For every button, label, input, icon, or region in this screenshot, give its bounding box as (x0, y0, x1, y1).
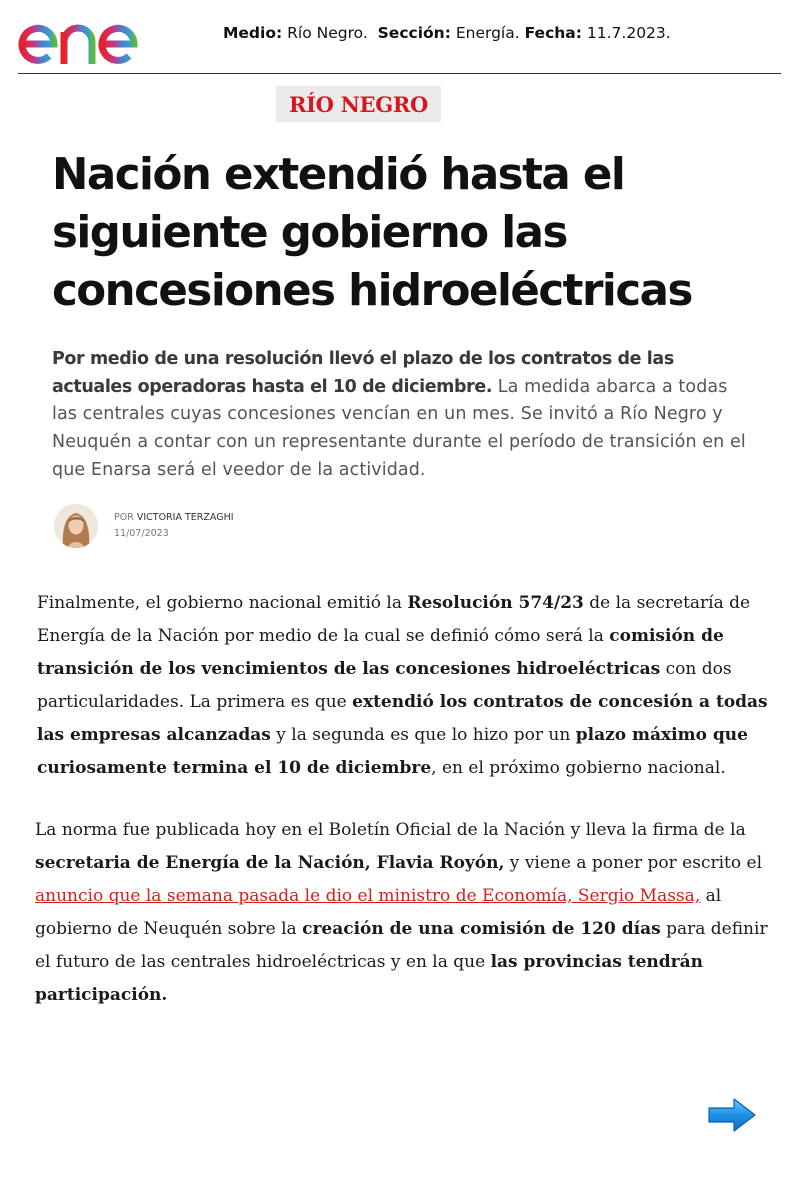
enel-logo (16, 4, 184, 68)
p1-bold: extendió los contratos de concesión a todas las empresas alcanzadas (37, 692, 768, 745)
article-date: 11/07/2023 (114, 528, 169, 539)
author-avatar (54, 504, 98, 548)
newspaper-masthead (276, 86, 441, 122)
lead-highlight: Por medio de una resolución llevó el plazo de los contratos de las actuales operadoras hasta el 10 de diciembre. (52, 349, 674, 397)
p2-bold: creación de una comisión de 120 días (302, 919, 661, 939)
document-header (0, 0, 800, 76)
next-page-arrow-icon[interactable] (706, 1096, 758, 1134)
byline-prefix: POR (114, 512, 134, 523)
p1-text: , en el próximo gobierno nacional. (431, 758, 726, 778)
article-headline: Nación extendió hasta el siguiente gobierno las concesiones hidroeléctricas (52, 150, 692, 316)
medio-label: Medio: (223, 24, 283, 42)
article-paragraph-1 (37, 587, 772, 785)
p2-bold: secretaria de Energía de la Nación, Flavia Royón, (35, 853, 505, 873)
author-name: VICTORIA TERZAGHI (136, 512, 234, 523)
p1-text: con dos particularidades. La primera es que (37, 659, 732, 712)
article-byline (114, 512, 234, 523)
seccion-label: Sección: (377, 24, 451, 42)
massa-announcement-link[interactable]: anuncio que la semana pasada le dio el ministro de Economía, Sergio Massa, (35, 886, 701, 906)
masthead-title: RÍO NEGRO (288, 91, 429, 117)
fecha-value: 11.7.2023. (586, 24, 671, 42)
lead-text: La medida abarca a todas las centrales cuyas concesiones vencían en un mes. Se invitó a Río Negro y Neuquén a contar con un representante durante el período de transición en el que Enarsa será el veedor de la actividad. (52, 376, 746, 480)
p2-text: La norma fue publicada hoy en el Boletín Oficial de la Nación y lleva la firma de la (35, 820, 746, 840)
p1-bold: plazo máximo que curiosamente termina el 10 de diciembre (37, 725, 748, 778)
p1-text: Finalmente, el gobierno nacional emitió la (37, 593, 408, 613)
article-paragraph-2 (35, 814, 770, 1012)
p1-text: y la segunda es que lo hizo por un (270, 725, 576, 745)
p2-text: para definir el futuro de las centrales hidroeléctricas y en la que (35, 919, 768, 972)
p2-bold: las provincias tendrán participación. (35, 952, 703, 1005)
seccion-value: Energía. (455, 24, 520, 42)
p1-text: de la secretaría de Energía de la Nación por medio de la cual se definió cómo será la (37, 593, 751, 646)
p1-bold: Resolución 574/23 (407, 593, 584, 613)
p2-text: al gobierno de Neuquén sobre la (35, 886, 722, 939)
p1-bold: comisión de transición de los vencimientos de las concesiones hidroeléctricas (37, 626, 724, 679)
p2-text: y viene a poner por escrito el (504, 853, 763, 873)
header-divider (18, 73, 781, 74)
document-meta-line (223, 24, 671, 42)
medio-value: Río Negro. (287, 24, 368, 42)
article-lead (52, 346, 752, 485)
fecha-label: Fecha: (524, 24, 582, 42)
